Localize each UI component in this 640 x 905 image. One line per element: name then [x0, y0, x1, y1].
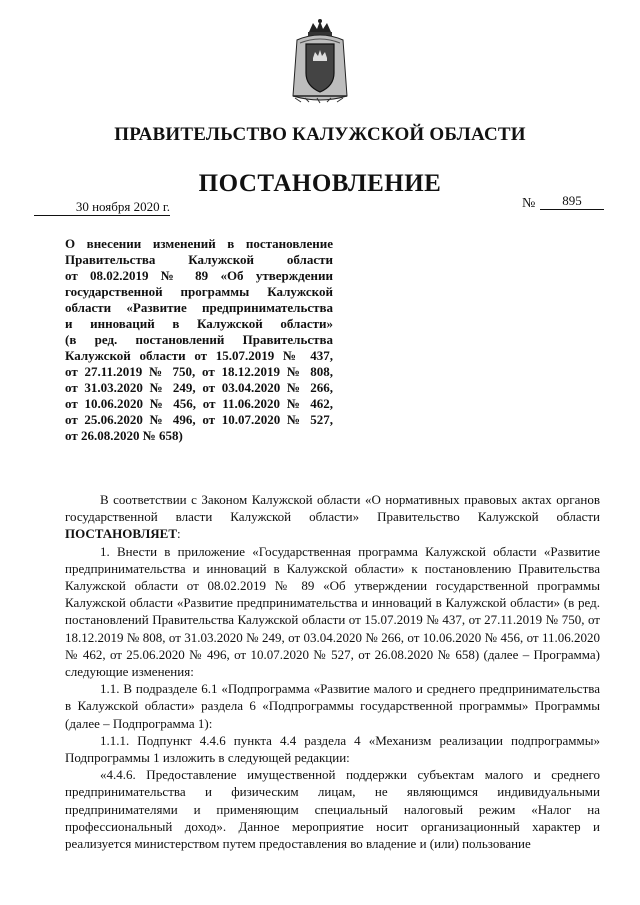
- document-number-label: №: [522, 196, 536, 211]
- document-title: [65, 236, 333, 444]
- title-line: от 27.11.2019 № 750, от 18.12.2019 № 808,: [65, 364, 333, 379]
- title-line: государственной программы Калужской: [65, 284, 333, 299]
- document-date: 30 ноября 2020 г.: [34, 199, 170, 216]
- title-line: области «Развитие предпринимательства: [65, 300, 333, 315]
- title-line: О внесении изменений в постановление: [65, 236, 333, 251]
- preamble-text: В соответствии с Законом Калужской области «О нормативных правовых актах органов государственной власти Калужской области» Правительство Калужской области: [65, 492, 600, 525]
- title-line: Правительства Калужской области: [65, 252, 333, 267]
- paragraph-1: 1. Внести в приложение «Государственная программа Калужской области «Развитие предпринимательства и инноваций в Калужской области» к постановлению Правительства Калужской области от 08.02.2019 № 89 «Об утверждении государственной программы Калужской области «Развитие предпринимательства и инноваций в Калужской области» (в ред. постановлений Правительства Калужской области от 15.07.2019 № 437, от 27.11.2019 № 750, от 18.12.2019 № 808, от 31.03.2020 № 249, от 03.04.2020 № 266, от 10.06.2020 № 456, от 11.06.2020 № 462, от 25.06.2020 № 496, от 10.07.2020 № 527, от 26.08.2020 № 658) (далее – Программа) следующие изменения:: [65, 543, 600, 680]
- title-line: и инноваций в Калужской области»: [65, 316, 333, 331]
- organization-name: ПРАВИТЕЛЬСТВО КАЛУЖСКОЙ ОБЛАСТИ: [114, 124, 526, 145]
- decree-colon: :: [177, 526, 181, 542]
- kaluga-coat-of-arms-icon: [287, 18, 353, 104]
- title-line: Калужской области от 15.07.2019 № 437,: [65, 348, 333, 363]
- title-line: от 31.03.2020 № 249, от 03.04.2020 № 266,: [65, 380, 333, 395]
- title-line: от 26.08.2020 № 658): [65, 428, 183, 443]
- document-body: [65, 491, 600, 852]
- title-line: от 25.06.2020 № 496, от 10.07.2020 № 527,: [65, 412, 333, 427]
- title-line: от 08.02.2019 № 89 «Об утверждении: [65, 268, 333, 283]
- document-type: ПОСТАНОВЛЕНИЕ: [198, 170, 442, 197]
- paragraph-4-4-6: «4.4.6. Предоставление имущественной поддержки субъектам малого и среднего предпринимательства и физическим лицам, не являющимся индивидуальными предпринимателями и применяющим специальный налоговый режим «Налог на профессиональный доход». Данное мероприятие носит организационный характер и реализуется министерством путем предоставления во владение и (или) пользование: [65, 767, 600, 852]
- title-line: от 10.06.2020 № 456, от 11.06.2020 № 462,: [65, 396, 333, 411]
- paragraph-1-1: 1.1. В подразделе 6.1 «Подпрограмма «Развитие малого и среднего предпринимательства в Калужской области» раздела 6 «Подпрограммы государственной программы» Программы (далее – Подпрограмма 1):: [65, 681, 600, 731]
- paragraph-1-1-1: 1.1.1. Подпункт 4.4.6 пункта 4.4 раздела 4 «Механизм реализации подпрограммы» Подпрограммы 1 изложить в следующей редакции:: [65, 732, 600, 766]
- document-number: 895: [540, 193, 604, 210]
- decree-word: ПОСТАНОВЛЯЕТ: [65, 526, 177, 542]
- title-line: (в ред. постановлений Правительства: [65, 332, 333, 347]
- preamble-paragraph: [65, 491, 600, 543]
